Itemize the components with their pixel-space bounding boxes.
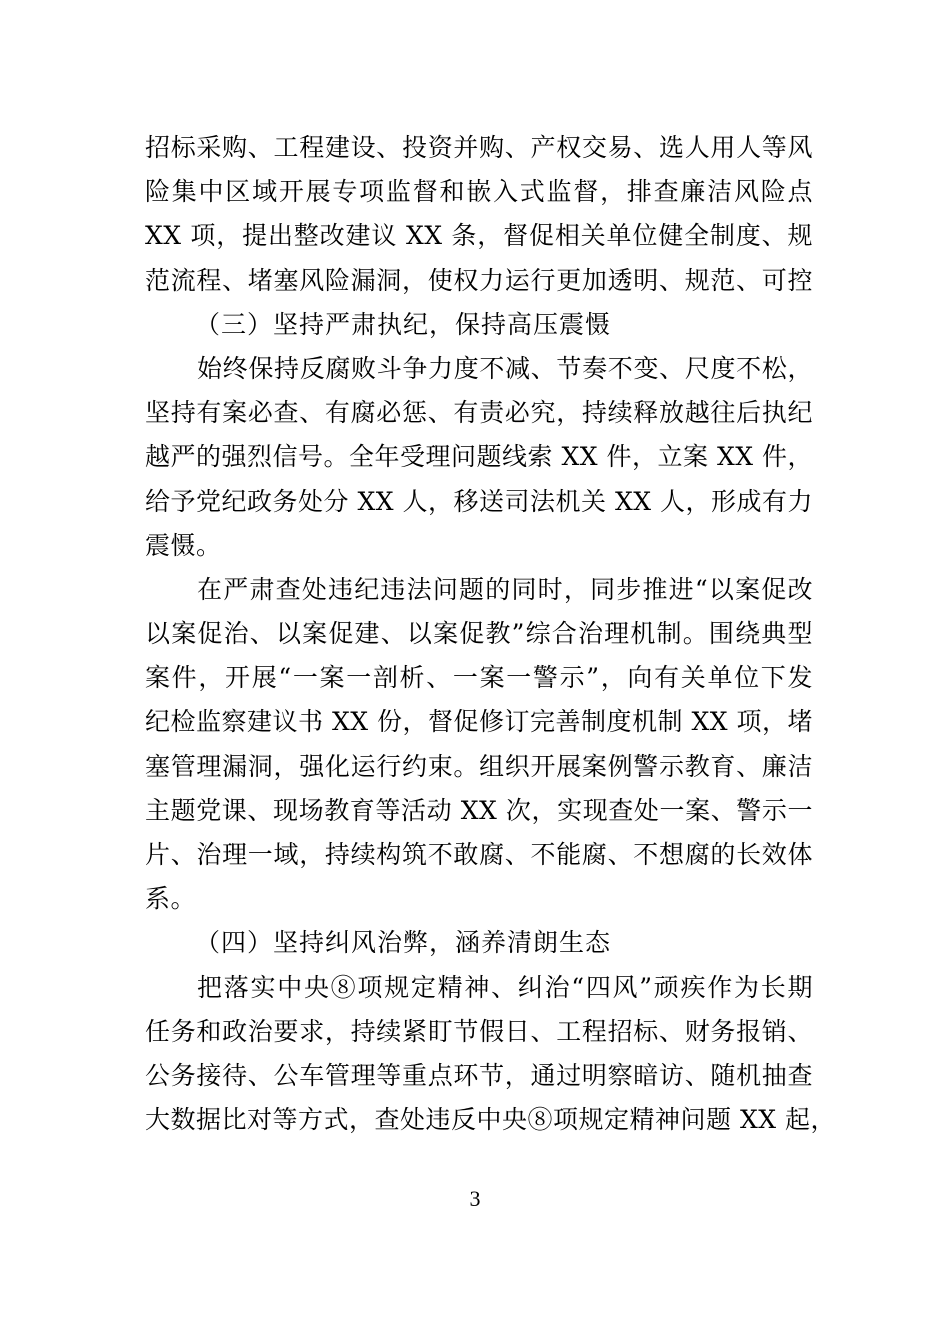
text-line: 招标采购、工程建设、投资并购、产权交易、选人用人等风 (145, 133, 813, 162)
text-line: XX 项，提出整改建议 XX 条，督促相关单位健全制度、规 (145, 221, 813, 251)
section-heading-4: （四）坚持纠风治弊，涵养清朗生态 (195, 928, 612, 958)
section-heading-3: （三）坚持严肃执纪，保持高压震慑 (195, 309, 612, 339)
text-line: 公务接待、公车管理等重点环节，通过明察暗访、随机抽查 (145, 1060, 813, 1090)
text-line: 以案促治、以案促建、以案促教”综合治理机制。围绕典型 (145, 619, 813, 649)
text-line: 主题党课、现场教育等活动 XX 次，实现查处一案、警示一 (145, 795, 813, 825)
document-body (145, 126, 836, 1142)
text-line: 范流程、堵塞风险漏洞，使权力运行更加透明、规范、可控 (145, 265, 813, 295)
text-line: 大数据比对等方式，查处违反中央⑧项规定精神问题 XX 起， (145, 1105, 836, 1135)
text-line: 纪检监察建议书 XX 份，督促修订完善制度机制 XX 项，堵 (145, 707, 813, 737)
text-line: 震慑。 (145, 530, 222, 560)
text-line: 险集中区域开展专项监督和嵌入式监督，排查廉洁风险点 (145, 177, 813, 207)
paragraph-4 (145, 966, 836, 1143)
text-line: 在严肃查处违纪违法问题的同时，同步推进“以案促改 (197, 574, 813, 604)
text-line: 任务和政治要求，持续紧盯节假日、工程招标、财务报销、 (145, 1016, 813, 1046)
text-line: 坚持有案必查、有腐必惩、有责必究，持续释放越往后执纪 (145, 398, 813, 428)
text-line: 系。 (145, 884, 197, 914)
text-line: 越严的强烈信号。全年受理问题线索 XX 件，立案 XX 件， (145, 442, 813, 472)
page-number: 3 (469, 1186, 481, 1211)
text-line: 始终保持反腐败斗争力度不减、节奏不变、尺度不松， (197, 353, 813, 383)
text-line: 塞管理漏洞，强化运行约束。组织开展案例警示教育、廉洁 (145, 751, 813, 781)
paragraph-3 (145, 568, 813, 922)
paragraph-1 (145, 126, 813, 303)
text-line: 给予党纪政务处分 XX 人，移送司法机关 XX 人，形成有力 (145, 486, 813, 516)
text-line: 把落实中央⑧项规定精神、纠治“四风”顽疾作为长期 (197, 972, 813, 1002)
paragraph-2 (145, 347, 813, 568)
text-line: 片、治理一域，持续构筑不敢腐、不能腐、不想腐的长效体 (145, 840, 813, 869)
text-line: 案件，开展“一案一剖析、一案一警示”，向有关单位下发 (145, 663, 813, 693)
